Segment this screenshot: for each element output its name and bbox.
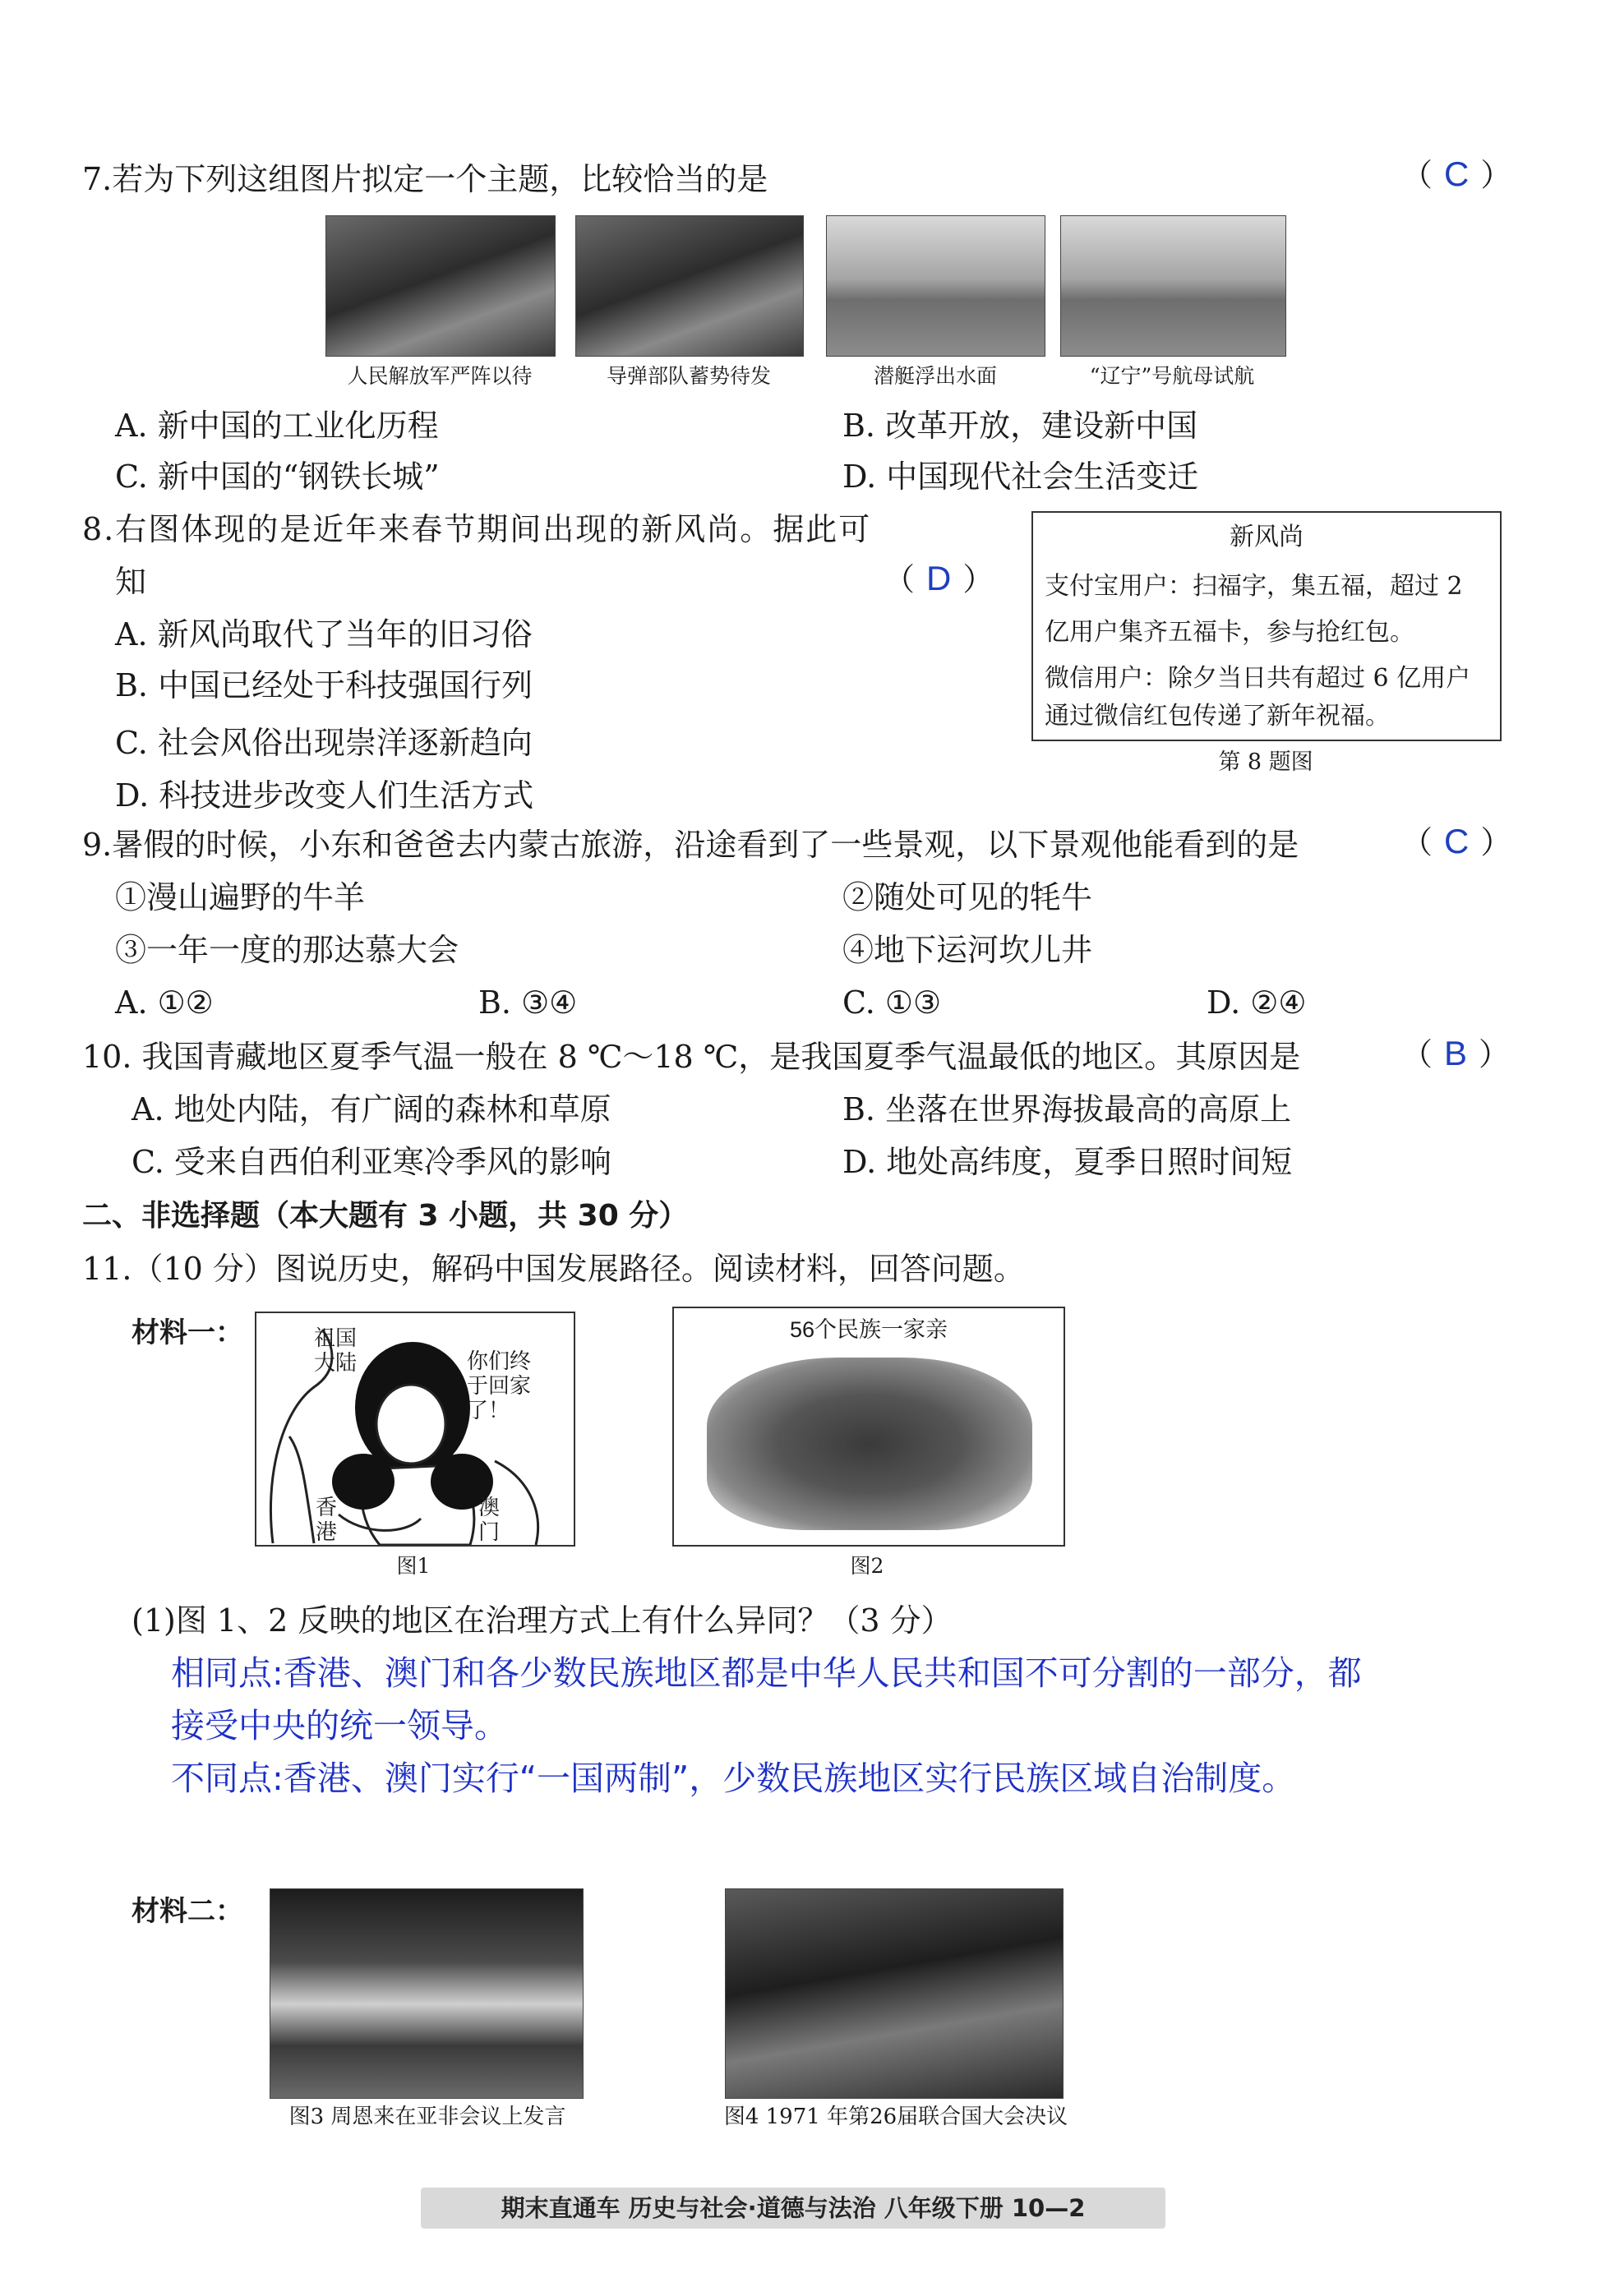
- q11-fig1-drawing: [256, 1313, 574, 1545]
- q11-fig2-caption: 图2: [850, 1554, 884, 1578]
- q11-sub1: (1)图 1、2 反映的地区在治理方式上有什么异同？（3 分）: [132, 1602, 953, 1639]
- q11-fig2-crowd: [707, 1358, 1032, 1530]
- q11-material1-label: 材料一：: [132, 1316, 243, 1349]
- q7-answer: （ C ）: [1401, 154, 1512, 193]
- q8-figure-caption: 第 8 题图: [1218, 749, 1313, 775]
- q11-answer-line-3: 不同点:香港、澳门实行“一国两制”，少数民族地区实行民族区域自治制度。: [171, 1759, 1296, 1798]
- q11-answer-line-2: 接受中央的统一领导。: [171, 1706, 508, 1745]
- q11-fig1-label-macau: 澳门: [478, 1496, 501, 1545]
- q11-fig2-photo: [672, 1307, 1065, 1547]
- q7-option-d: D. 中国现代社会生活变迁: [842, 459, 1199, 495]
- q11-fig1-caption: 图1: [396, 1554, 431, 1578]
- q11-stem: 11.（10 分）图说历史，解码中国发展路径。阅读材料，回答问题。: [82, 1251, 1025, 1287]
- q11-material2-label: 材料二：: [132, 1895, 243, 1928]
- q9-item-1: ①漫山遍野的牛羊: [115, 879, 366, 915]
- q7-option-c: C. 新中国的“钢铁长城”: [115, 459, 440, 495]
- q11-fig1-label-motherland: 祖国大陆: [314, 1326, 358, 1376]
- q9-item-2: ②随处可见的牦牛: [842, 879, 1093, 915]
- q8-figure-line-3: 微信用户：除夕当日共有超过 6 亿用户: [1045, 664, 1471, 693]
- q9-item-3: ③一年一度的那达慕大会: [115, 932, 459, 968]
- q8-stem-line1: 8.右图体现的是近年来春节期间出现的新风尚。据此可: [82, 511, 872, 547]
- q7-caption-3: 潜艇浮出水面: [873, 364, 997, 388]
- q7-stem: 7.若为下列这组图片拟定一个主题，比较恰当的是: [82, 161, 768, 197]
- q10-stem: 10. 我国青藏地区夏季气温一般在 8 ℃～18 ℃，是我国夏季气温最低的地区。其原因是: [82, 1039, 1301, 1075]
- q8-answer: （ D ）: [884, 559, 994, 597]
- q7-answer-letter: C: [1444, 154, 1470, 193]
- q7-caption-1: 人民解放军严阵以待: [347, 364, 533, 388]
- section-heading: 二、非选择题（本大题有 3 小题，共 30 分）: [82, 1199, 689, 1233]
- q8-figure-line-1: 支付宝用户：扫福字，集五福，超过 2: [1045, 572, 1463, 601]
- q7-photo-carrier: [1060, 215, 1286, 357]
- q9-item-4: ④地下运河坎儿井: [842, 932, 1093, 968]
- q8-answer-letter: D: [926, 559, 952, 597]
- q7-caption-4: “辽宁”号航母试航: [1089, 364, 1255, 388]
- q7-photo-soldiers: [325, 215, 556, 357]
- q9-stem: 9.暑假的时候，小东和爸爸去内蒙古旅游，沿途看到了一些景观，以下景观他能看到的是: [82, 827, 1299, 863]
- q8-option-b: B. 中国已经处于科技强国行列: [115, 667, 533, 703]
- q7-photo-submarine: [826, 215, 1045, 357]
- q11-fig3-photo: [270, 1888, 584, 2099]
- q9-option-d: D. ②④: [1207, 984, 1307, 1021]
- q8-figure-line-2: 亿用户集齐五福卡，参与抢红包。: [1045, 618, 1414, 647]
- q11-fig2-title: 56个民族一家亲: [789, 1317, 948, 1342]
- q8-figure-box: [1031, 511, 1502, 741]
- q8-figure-line-4: 通过微信红包传递了新年祝福。: [1045, 702, 1390, 731]
- q11-fig4-caption: 图4 1971 年第26届联合国大会决议: [723, 2105, 1068, 2129]
- q10-option-d: D. 地处高纬度，夏季日照时间短: [842, 1144, 1293, 1180]
- q7-photo-missiles: [575, 215, 804, 357]
- q9-option-a: A. ①②: [115, 984, 214, 1021]
- q10-option-c: C. 受来自西伯利亚寒冷季风的影响: [132, 1144, 611, 1180]
- q7-caption-2: 导弹部队蓄势待发: [606, 364, 771, 388]
- q11-fig4-photo: [725, 1888, 1064, 2099]
- q10-option-b: B. 坐落在世界海拔最高的高原上: [842, 1091, 1292, 1127]
- q7-option-a: A. 新中国的工业化历程: [115, 408, 439, 444]
- q10-answer: （ B ）: [1401, 1034, 1511, 1072]
- q11-fig1-cartoon: [255, 1312, 575, 1547]
- q11-fig3-caption: 图3 周恩来在亚非会议上发言: [288, 2105, 566, 2129]
- q8-option-d: D. 科技进步改变人们生活方式: [115, 777, 534, 814]
- q8-option-a: A. 新风尚取代了当年的旧习俗: [115, 616, 533, 652]
- q8-stem-line2: 知: [115, 564, 147, 600]
- q8-option-c: C. 社会风俗出现崇洋逐新趋向: [115, 725, 533, 761]
- q7-option-b: B. 改革开放，建设新中国: [842, 408, 1198, 444]
- q9-option-c: C. ①③: [842, 984, 942, 1021]
- q11-answer-line-1: 相同点:香港、澳门和各少数民族地区都是中华人民共和国不可分割的一部分，都: [171, 1653, 1362, 1693]
- q9-answer: （ C ）: [1401, 822, 1512, 860]
- q8-figure-title: 新风尚: [1230, 523, 1304, 551]
- q11-fig1-label-speech: 你们终于回家了！: [467, 1349, 532, 1423]
- q9-answer-letter: C: [1444, 822, 1470, 860]
- q11-fig1-label-hk: 香港: [316, 1496, 338, 1545]
- q10-answer-letter: B: [1444, 1034, 1468, 1072]
- q10-option-a: A. 地处内陆，有广阔的森林和草原: [132, 1091, 611, 1127]
- q9-option-b: B. ③④: [478, 984, 578, 1021]
- page-footer: 期末直通车 历史与社会·道德与法治 八年级下册 10—2: [421, 2188, 1165, 2229]
